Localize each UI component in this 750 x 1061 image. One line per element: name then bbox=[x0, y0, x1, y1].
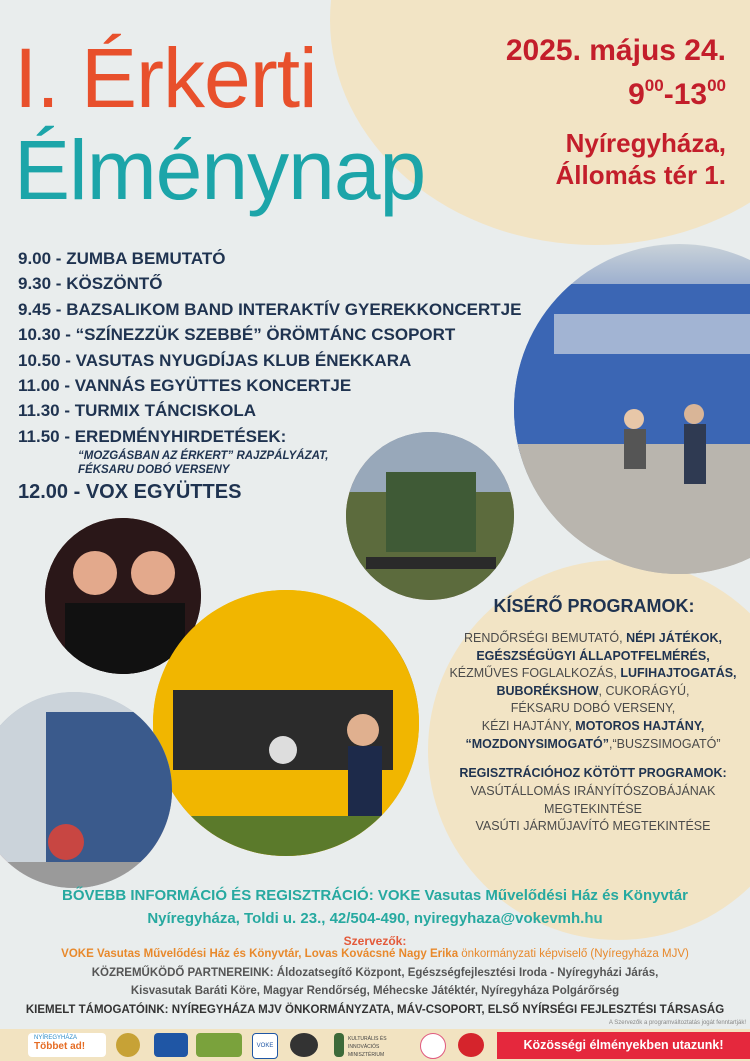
schedule-item: 10.50 - VASUTAS NYUGDÍJAS KLUB ÉNEKKARA bbox=[18, 350, 412, 370]
supporters-line: KIEMELT TÁMOGATÓINK: NYÍREGYHÁZA MJV ÖNKORMÁNYZATA, MÁV-CSOPORT, ELSŐ NYÍRSÉGI FEJLESZTÉSI TÁRSASÁG bbox=[25, 1004, 725, 1016]
side-program-line: BUBORÉKSHOW, CUKORÁGYÚ, bbox=[496, 683, 690, 698]
schedule-item: 9.00 - ZUMBA BEMUTATÓ bbox=[18, 249, 226, 268]
registration-line: MEGTEKINTÉSE bbox=[544, 801, 642, 816]
organizers-heading: Szervezők: bbox=[343, 934, 407, 948]
event-place bbox=[555, 128, 726, 191]
schedule-item: 11.30 - TURMIX TÁNCISKOLA bbox=[18, 401, 257, 421]
schedule-item: 11.50 - EREDMÉNYHIRDETÉSEK: bbox=[18, 426, 287, 446]
bus-photo bbox=[153, 590, 419, 856]
city-crest-icon bbox=[116, 1033, 140, 1057]
partners-line-1: KÖZREMŰKÖDŐ PARTNEREINK: Áldozatsegítő Központ, Egészségfejlesztési Iroda - Nyíregyházi Járás, bbox=[91, 967, 659, 979]
side-program-line: RENDŐRSÉGI BEMUTATÓ, NÉPI JÁTÉKOK, bbox=[464, 631, 722, 645]
partners-line-2: Kisvasutak Baráti Köre, Magyar Rendőrség, Méhecske Játéktér, Nyíregyháza Polgárőrség bbox=[130, 985, 620, 997]
voke-logo: VOKE bbox=[252, 1033, 278, 1059]
schedule-item: 11.00 - VANNÁS EGYÜTTES KONCERTJE bbox=[18, 375, 352, 395]
schedule-headliner: 12.00 - VOX EGYÜTTES bbox=[18, 481, 242, 504]
schedule-item: 10.30 - “SZÍNEZZÜK SZEBBÉ” ÖRÖMTÁNC CSOPORT bbox=[18, 325, 456, 345]
side-program-line: KÉZI HAJTÁNY, MOTOROS HAJTÁNY, bbox=[481, 718, 705, 733]
side-programs-heading: KÍSÉRŐ PROGRAMOK: bbox=[493, 596, 695, 616]
event-time: $9^{00}-13^{00}$ bbox=[628, 76, 726, 111]
registration-line: VASÚTI JÁRMŰJAVÍTÓ MEGTEKINTÉSE bbox=[475, 819, 711, 834]
place-line-1: Nyíregyháza, bbox=[565, 128, 726, 158]
side-program-line: KÉZMŰVES FOGLALKOZÁS, LUFIHAJTOGATÁS, bbox=[449, 666, 737, 681]
schedule-subitem: “MOZGÁSBAN AZ ÉRKERT” RAJZPÁLYÁZAT, bbox=[78, 450, 329, 463]
seal-icon bbox=[290, 1033, 318, 1057]
registration-list bbox=[432, 783, 750, 836]
side-program-line: EGÉSZSÉGÜGYI ÁLLAPOTFELMÉRÉS, bbox=[476, 648, 710, 663]
schedule-item: 9.30 - KÖSZÖNTŐ bbox=[18, 274, 163, 294]
info-line-1: BŐVEBB INFORMÁCIÓ ÉS REGISZTRÁCIÓ: VOKE Vasutas Művelődési Ház és Könyvtár bbox=[62, 887, 688, 904]
draisine-photo bbox=[346, 432, 514, 600]
ministry-logo: KULTURÁLIS ÉS INNOVÁCIÓS MINISZTÉRIUM bbox=[348, 1036, 387, 1058]
title-line-1: I. Érkerti bbox=[14, 31, 317, 125]
health-logo-icon bbox=[420, 1033, 446, 1059]
side-program-line: FÉKSARU DOBÓ VERSENY, bbox=[510, 701, 676, 716]
side-program-line: “MOZDONYSIMOGATÓ”,“BUSZSIMOGATÓ” bbox=[465, 736, 721, 751]
registration-heading: REGISZTRÁCIÓHOZ KÖTÖTT PROGRAMOK: bbox=[459, 766, 727, 780]
info-line-2: Nyíregyháza, Toldi u. 23., 42/504-490, nyiregyhaza@vokevmh.hu bbox=[147, 910, 603, 927]
ask-logo-icon bbox=[458, 1033, 484, 1057]
schedule-item: 9.45 - BAZSALIKOM BAND INTERAKTÍV GYEREKKONCERTJE bbox=[18, 299, 522, 319]
nyiregyhaza-logo: NYÍREGYHÁZA Többet ad! bbox=[28, 1033, 106, 1057]
schedule-subitem: FÉKSARU DOBÓ VERSENY bbox=[78, 464, 230, 477]
registration-line: VASÚTÁLLOMÁS IRÁNYÍTÓSZOBÁJÁNAK bbox=[470, 784, 716, 798]
kisvasut-logo-icon bbox=[196, 1033, 242, 1057]
footer-tagline: Közösségi élményekben utazunk! bbox=[497, 1032, 750, 1059]
disclaimer-note: A Szervezők a programváltoztatás jogát fenntartják! bbox=[608, 1020, 746, 1026]
place-line-2: Állomás tér 1. bbox=[555, 159, 726, 190]
train-photo bbox=[514, 244, 750, 574]
organizers-text: VOKE Vasutas Művelődési Ház és Könyvtár, Lovas Kovácsné Nagy Erika önkormányzati képviselő (Nyíregyháza MJV) bbox=[61, 948, 689, 960]
side-programs-list bbox=[432, 630, 750, 753]
title-line-2: Élménynap bbox=[14, 123, 426, 217]
coat-of-arms-icon bbox=[334, 1033, 344, 1057]
event-date: 2025. május 24. bbox=[505, 34, 726, 67]
mav-logo-icon bbox=[154, 1033, 188, 1057]
kids-train-photo bbox=[0, 692, 172, 888]
